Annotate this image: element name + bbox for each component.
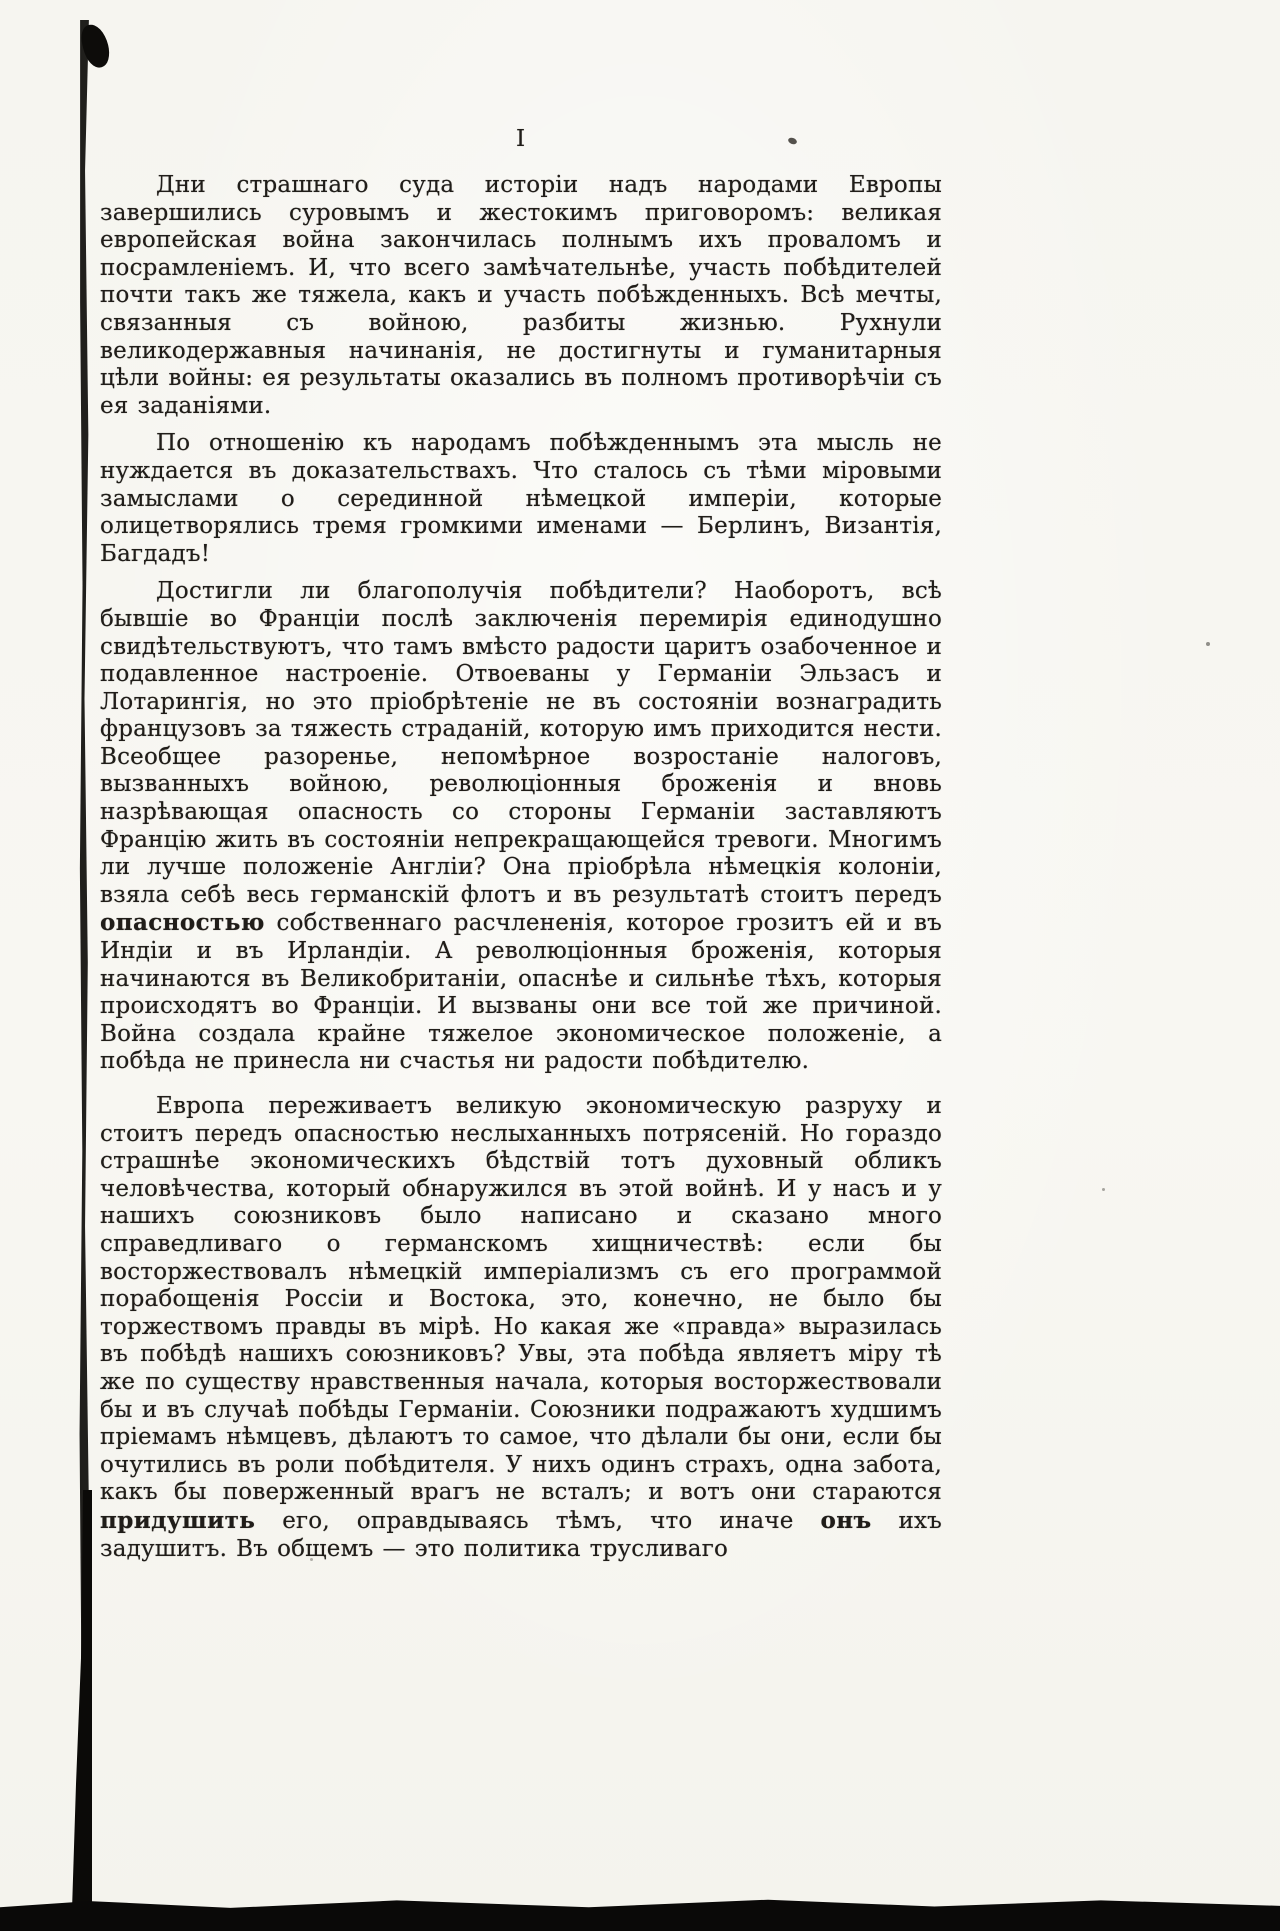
text-segment: Достигли ли благополучія побѣдители? Наоборотъ, всѣ бывшіе во Франціи послѣ заключенія перемирія единодушно свидѣтельствуютъ, что тамъ вмѣсто радости царитъ озабоченное и подавленное настроеніе. Отвоеваны у Германіи Эльзасъ и Лотарингія, но это пріобрѣтеніе не въ состояніи вознаградить французовъ за тяжесть страданій, которую имъ приходится нести. Всеобщее разоренье, непомѣрное возростаніе налоговъ, вызванныхъ войною, революціонныя броженія и вновь назрѣвающая опасность со стороны Германіи заставляютъ Францію жить въ состояніи непрекращающейся тревоги. Многимъ ли лучше положеніе Англіи? Она пріобрѣла нѣмецкія колоніи, взяла себѣ весь германскій флотъ и въ результатѣ стоитъ передъ — [100, 578, 942, 908]
bold-text-segment: придушить — [100, 1506, 256, 1534]
scan-speck — [1102, 1188, 1105, 1191]
text-segment: собственнаго расчлененія, которое грозитъ ей и въ Индіи и въ Ирландіи. А революціонныя броженія, которыя начинаются въ Великобританіи, опаснѣе и сильнѣе тѣхъ, которыя происходятъ во Франціи. И вызваны они все той же причиной. Война создала крайне тяжелое экономическое положеніе, а побѣда не принесла ни счастья ни радости побѣдителю. — [100, 910, 942, 1075]
bold-text-segment: онъ — [820, 1506, 872, 1534]
page-number: I — [515, 126, 527, 152]
text-column — [100, 0, 942, 1573]
paragraph — [100, 578, 942, 1076]
text-segment: ихъ задушитъ. Въ общемъ — это политика трусливаго — [100, 1507, 942, 1562]
text-segment: Европа переживаетъ великую экономическую разруху и стоитъ передъ опасностью неслыханныхъ потрясеній. Но гораздо страшнѣе экономическихъ бѣдствій тотъ духовный обликъ человѣчества, который обнаружился въ этой войнѣ. И у насъ и у нашихъ союзниковъ было написано и сказано много справедливаго о германскомъ хищничествѣ: если бы восторжествовалъ нѣмецкій имперіализмъ съ его программой порабощенія Россіи и Востока, это, конечно, не было бы торжествомъ правды въ мірѣ. Но какая же «правда» выразилась въ побѣдѣ нашихъ союзниковъ? Увы, эта побѣда являетъ міру тѣ же по существу нравственныя начала, которыя восторжествовали бы и въ случаѣ побѣды Германіи. Союзники подражаютъ худшимъ пріемамъ нѣмцевъ, дѣлаютъ то самое, что дѣлали бы они, если бы очутились въ роли побѣдителя. У нихъ одинъ страхъ, одна забота, какъ бы поверженный врагъ не всталъ; и вотъ они стараются — [100, 1093, 942, 1506]
text-segment: Дни страшнаго суда исторіи надъ народами Европы завершились суровымъ и жестокимъ приговоромъ: великая европейская война закончилась полнымъ ихъ проваломъ и посрамленіемъ. И, что всего замѣчательнѣе, участь побѣдителей почти такъ же тяжела, какъ и участь побѣжденныхъ. Всѣ мечты, связанныя съ войною, разбиты жизнью. Рухнули великодержавныя начинанія, не достигнуты и гуманитарныя цѣли войны: ея результаты оказались въ полномъ противорѣчіи съ ея заданіями. — [100, 172, 942, 419]
body-text — [100, 172, 942, 1563]
text-segment: его, оправдываясь тѣмъ, что иначе — [255, 1507, 821, 1534]
bold-text-segment: опасностью — [100, 909, 265, 937]
paragraph — [100, 1093, 942, 1563]
scan-speck — [1206, 642, 1210, 646]
text-segment: По отношенію къ народамъ побѣжденнымъ эта мысль не нуждается въ доказательствахъ. Что сталось съ тѣми міровыми замыслами о серединной нѣмецкой имперіи, которые олицетворялись тремя громкими именами — Берлинъ, Византія, Багдадъ! — [100, 430, 942, 567]
scan-edge-bottom — [0, 1897, 1280, 1931]
paragraph — [100, 172, 942, 420]
paragraph — [100, 430, 942, 568]
